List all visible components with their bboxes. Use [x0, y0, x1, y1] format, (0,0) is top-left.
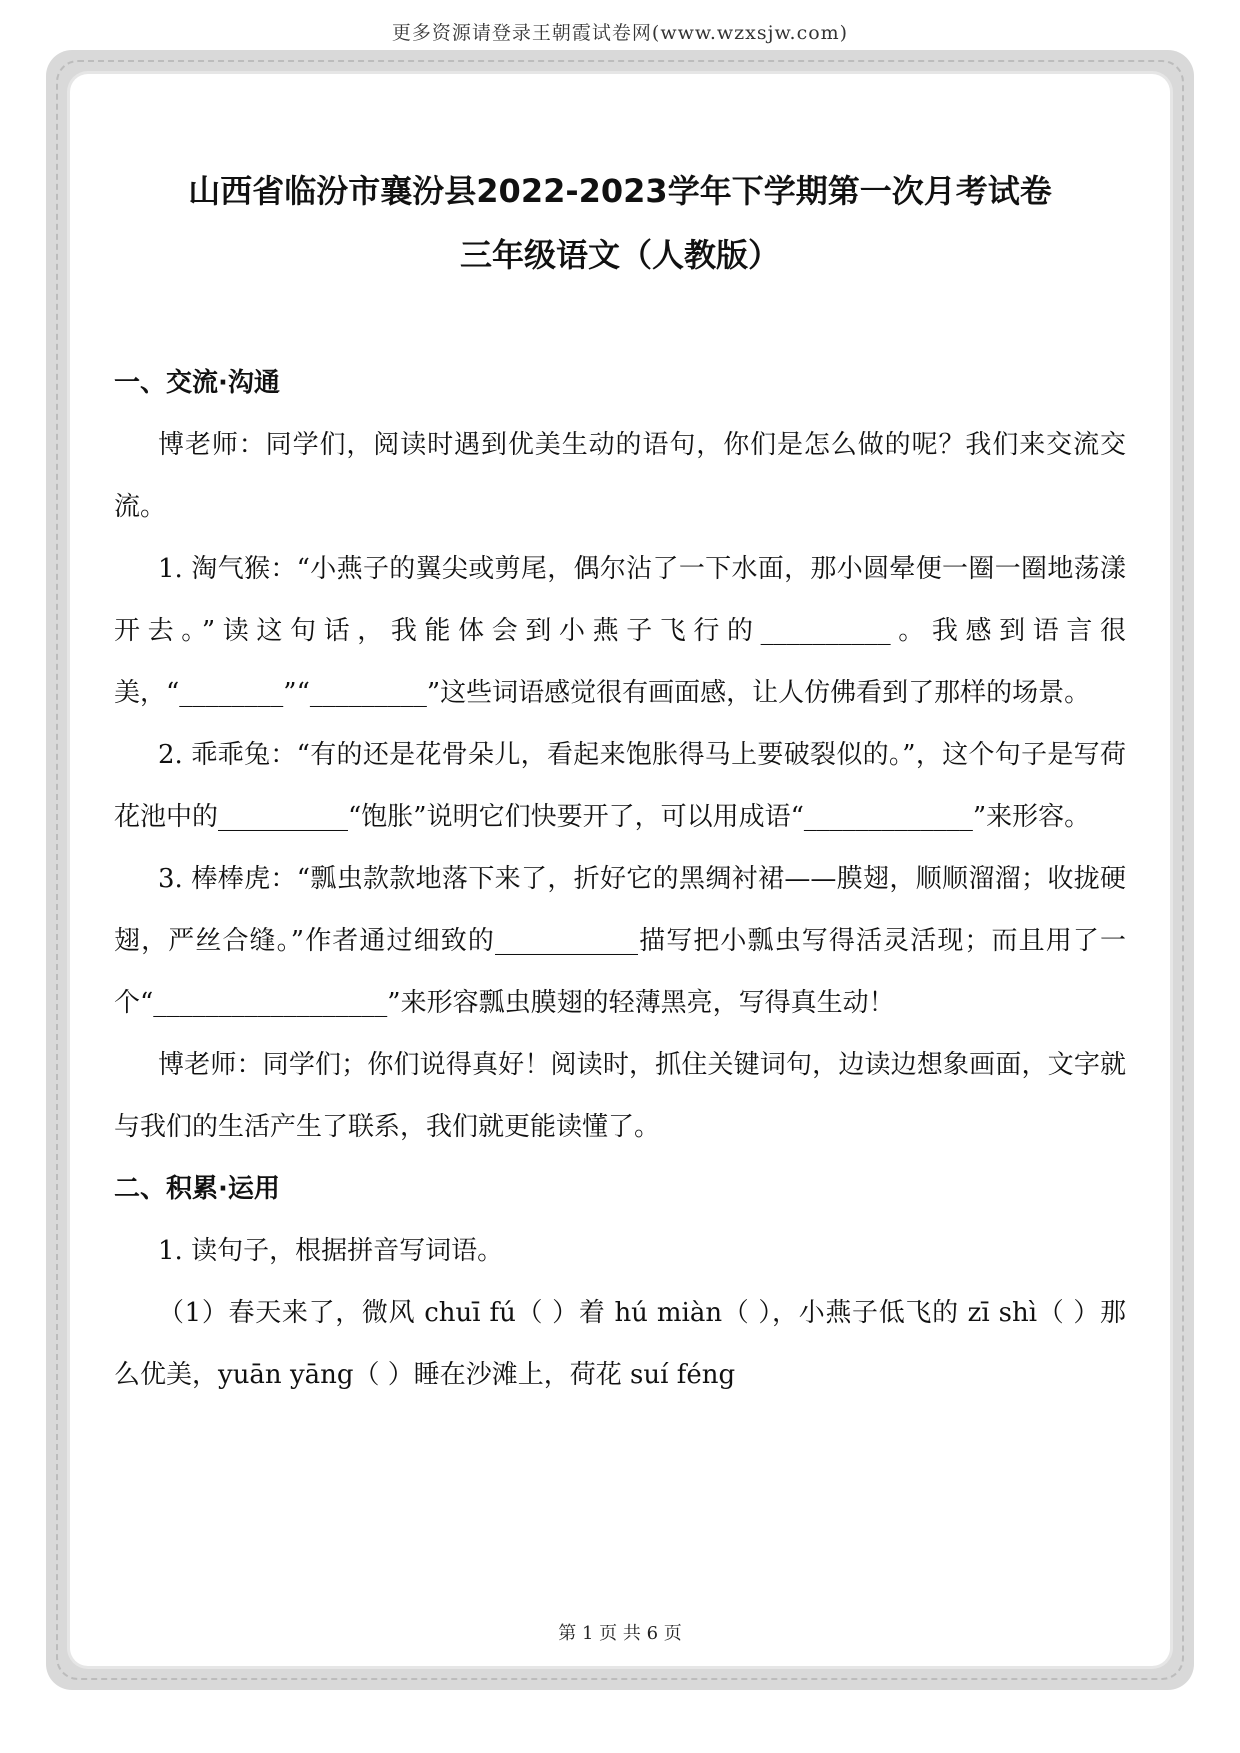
section2-question-1: 1. 读句子，根据拼音写词语。 [158, 1236, 504, 1266]
top-banner: 更多资源请登录王朝霞试卷网(www.wzxsjw.com) [391, 22, 849, 44]
exam-content [114, 352, 1126, 1406]
section1-question-3: 3. 棒棒虎：“瓢虫款款地落下来了，折好它的黑绸衬裙——膜翅，顺顺溜溜；收拢硬翅，严丝合缝。”作者通过细致的___________描写把小瓢虫写得活灵活现；而且用了一个“__________________”来形容瓢虫膜翅的轻薄黑亮，写得真生动！ [114, 864, 1126, 1018]
section1-intro: 博老师：同学们，阅读时遇到优美生动的语句，你们是怎么做的呢？我们来交流交流。 [114, 430, 1126, 522]
exam-title: 山西省临汾市襄汾县2022-2023学年下学期第一次月考试卷 [188, 172, 1052, 210]
page-footer: 第 1 页 共 6 页 [558, 1623, 682, 1644]
section1-closing: 博老师：同学们；你们说得真好！阅读时，抓住关键词句，边读边想象画面，文字就与我们的生活产生了联系，我们就更能读懂了。 [114, 1050, 1126, 1142]
section2-heading: 二、积累·运用 [114, 1174, 280, 1204]
section2-question-1-1: （1）春天来了，微风 chuī fú（ ）着 hú miàn（ ），小燕子低飞的 zī shì（ ）那么优美，yuān yāng（ ）睡在沙滩上，荷花 suí féng [114, 1298, 1126, 1390]
section1-heading: 一、交流·沟通 [114, 368, 280, 398]
section1-question-1: 1. 淘气猴：“小燕子的翼尖或剪尾，偶尔沾了一下水面，那小圆晕便一圈一圈地荡漾开去。”读这句话，我能体会到小燕子飞行的__________。我感到语言很美，“________”“_________”这些词语感觉很有画面感，让人仿佛看到了那样的场景。 [114, 554, 1126, 708]
section1-question-2: 2. 乖乖兔：“有的还是花骨朵儿，看起来饱胀得马上要破裂似的。”，这个句子是写荷花池中的__________“饱胀”说明它们快要开了，可以用成语“_____________”来形容。 [114, 740, 1126, 832]
exam-subtitle: 三年级语文（人教版） [459, 236, 780, 274]
